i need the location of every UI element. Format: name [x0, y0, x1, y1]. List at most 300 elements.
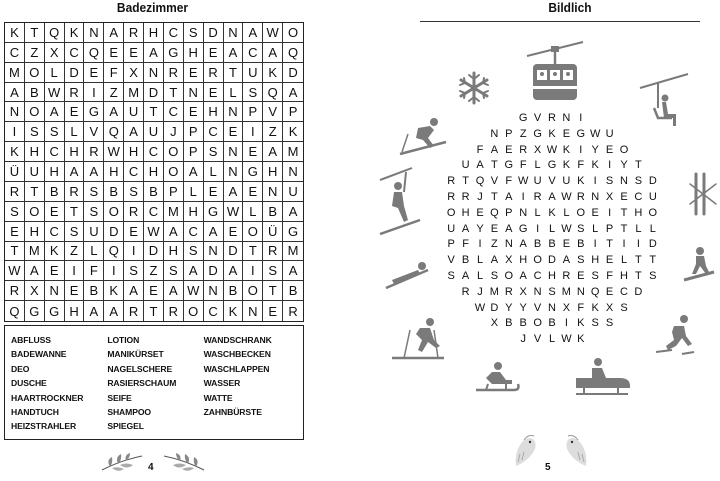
grid-cell: E: [104, 43, 124, 63]
word-list-item: HAARTROCKNER: [11, 392, 84, 403]
grid-cell: N: [263, 182, 283, 202]
grid-cell: K: [5, 142, 25, 162]
grid-cell: L: [243, 202, 263, 222]
grid-cell: A: [224, 182, 244, 202]
grid-cell: N: [204, 281, 224, 301]
grid-cell: R: [124, 202, 144, 222]
grid-cell: N: [5, 102, 25, 122]
grid-cell: N: [224, 102, 244, 122]
letter: I: [593, 175, 597, 188]
letter: R: [548, 112, 556, 124]
grid-cell: Z: [104, 83, 124, 103]
letter: D: [648, 238, 657, 251]
grid-cell: A: [65, 162, 85, 182]
letter: G: [504, 159, 514, 172]
letter: K: [562, 143, 571, 156]
letter: A: [548, 191, 556, 203]
grid-cell: O: [25, 102, 45, 122]
grid-cell: H: [25, 142, 45, 162]
letter: D: [648, 175, 657, 188]
letter: T: [649, 254, 657, 267]
grid-cell: B: [144, 182, 164, 202]
grid-cell: N: [283, 162, 303, 182]
letter: S: [605, 317, 614, 330]
letter: L: [476, 270, 484, 282]
letter: O: [648, 206, 658, 219]
grid-cell: S: [263, 261, 283, 281]
letter: A: [505, 222, 513, 235]
grid-cell: Ü: [263, 222, 283, 242]
letter: L: [620, 254, 628, 267]
letter: D: [634, 285, 643, 298]
letter: D: [548, 254, 556, 267]
word-list-item: WANDSCHRANK: [203, 335, 272, 345]
letter: R: [562, 270, 571, 282]
letter: S: [490, 270, 499, 282]
grid-cell: U: [283, 182, 303, 202]
grid-cell: V: [84, 122, 104, 142]
grid-cell: L: [65, 122, 85, 142]
bird-right-icon: [560, 432, 592, 468]
letter: Y: [519, 301, 527, 314]
letter: Y: [591, 143, 599, 156]
chairlift-icon: [638, 72, 690, 130]
letter: I: [478, 238, 482, 251]
grid-cell: E: [204, 83, 224, 103]
letter: W: [561, 222, 572, 235]
letter: N: [548, 301, 556, 314]
letter: T: [635, 159, 642, 172]
letter: S: [591, 317, 599, 330]
grid-cell: I: [243, 122, 263, 142]
grid-cell: K: [263, 63, 283, 83]
grid-cell: N: [243, 301, 263, 321]
letter: I: [536, 222, 540, 235]
grid-cell: A: [164, 222, 184, 242]
grid-cell: C: [124, 162, 144, 182]
letter: H: [548, 270, 556, 282]
letter: E: [562, 238, 571, 251]
grid-cell: A: [243, 23, 263, 43]
grid-cell: P: [184, 122, 204, 142]
grid-cell: G: [283, 222, 303, 242]
letter: M: [489, 285, 499, 298]
grid-cell: O: [243, 222, 263, 242]
grid-cell: R: [65, 83, 85, 103]
ice-skater-icon: [652, 314, 696, 358]
letter: J: [477, 285, 483, 298]
grid-cell: R: [124, 301, 144, 321]
grid-cell: H: [263, 162, 283, 182]
letter: E: [577, 270, 585, 282]
grid-cell: T: [144, 102, 164, 122]
letter: D: [490, 301, 499, 314]
grid-cell: H: [65, 142, 85, 162]
letter: L: [592, 222, 599, 235]
grid-cell: C: [204, 301, 224, 321]
letter: S: [620, 301, 628, 314]
grid-cell: L: [184, 182, 204, 202]
word-list-item: MANIKÜRSET: [107, 349, 164, 360]
letter: U: [461, 159, 470, 172]
letter: S: [577, 222, 585, 235]
grid-cell: X: [25, 281, 45, 301]
grid-cell: A: [84, 162, 104, 182]
grid-cell: H: [144, 162, 164, 182]
grid-cell: Z: [65, 242, 85, 262]
grid-cell: I: [65, 261, 85, 281]
grid-cell: A: [283, 261, 303, 281]
snowboarder-icon: [680, 246, 716, 282]
grid-cell: G: [84, 102, 104, 122]
word-list-item: NAGELSCHERE: [107, 363, 173, 374]
grid-cell: X: [45, 43, 65, 63]
letter: L: [563, 206, 570, 219]
grid-cell: I: [124, 242, 144, 262]
letter: V: [490, 175, 499, 188]
word-list-item: DEO: [11, 363, 30, 374]
grid-cell: T: [65, 202, 85, 222]
letter: G: [518, 112, 528, 124]
word-list-item: SEIFE: [107, 392, 132, 403]
letter: U: [447, 222, 456, 235]
letter: N: [490, 127, 499, 140]
letter: U: [562, 175, 571, 188]
grid-cell: K: [45, 242, 65, 262]
grid-cell: H: [164, 242, 184, 262]
letter: T: [606, 238, 613, 251]
grid-cell: E: [243, 182, 263, 202]
grid-cell: K: [104, 281, 124, 301]
grid-cell: C: [45, 142, 65, 162]
letter: U: [648, 191, 657, 203]
letter: W: [517, 175, 529, 188]
grid-cell: M: [5, 63, 25, 83]
grid-cell: Ü: [5, 162, 25, 182]
letter: A: [476, 159, 484, 172]
grid-cell: S: [184, 23, 204, 43]
grid-cell: G: [204, 202, 224, 222]
letter: K: [548, 127, 556, 140]
letter: S: [447, 270, 455, 282]
letter: V: [447, 254, 455, 267]
grid-cell: M: [164, 202, 184, 222]
letter: N: [519, 206, 528, 219]
letter: Q: [490, 206, 499, 219]
grid-cell: C: [65, 43, 85, 63]
grid-cell: A: [144, 43, 164, 63]
grid-cell: O: [184, 301, 204, 321]
grid-cell: I: [104, 261, 124, 281]
grid-cell: T: [243, 242, 263, 262]
grid-cell: R: [164, 301, 184, 321]
grid-cell: A: [184, 261, 204, 281]
letter: X: [562, 301, 571, 314]
snowflake-icon: [456, 70, 492, 106]
letter: K: [591, 159, 599, 172]
grid-cell: D: [283, 63, 303, 83]
letter: W: [561, 333, 572, 346]
grid-cell: A: [84, 301, 104, 321]
grid-cell: A: [104, 23, 124, 43]
letter: T: [635, 270, 642, 282]
letter: C: [634, 191, 643, 203]
grid-cell: E: [184, 102, 204, 122]
grid-cell: A: [104, 301, 124, 321]
grid-cell: M: [124, 83, 144, 103]
letter: I: [579, 143, 583, 156]
grid-cell: B: [45, 182, 65, 202]
grid-cell: O: [104, 202, 124, 222]
bobsleigh-icon: [572, 356, 634, 398]
grid-cell: Q: [84, 43, 104, 63]
grid-cell: O: [25, 63, 45, 83]
grid-cell: E: [45, 202, 65, 222]
letter: T: [635, 254, 642, 267]
grid-cell: W: [45, 83, 65, 103]
grid-cell: B: [224, 281, 244, 301]
grid-cell: L: [204, 162, 224, 182]
letter: E: [476, 206, 484, 219]
grid-cell: H: [184, 43, 204, 63]
grid-cell: R: [5, 281, 25, 301]
grid-cell: R: [164, 63, 184, 83]
grid-cell: E: [45, 261, 65, 281]
letter: B: [577, 238, 585, 251]
letter: X: [505, 254, 513, 267]
grid-cell: C: [243, 43, 263, 63]
grid-cell: R: [204, 63, 224, 83]
grid-cell: S: [243, 83, 263, 103]
letter: K: [562, 159, 571, 172]
letter: H: [620, 270, 628, 282]
letter: T: [462, 175, 469, 188]
letter: R: [504, 285, 513, 298]
letter-row: [360, 238, 720, 254]
grid-cell: E: [5, 222, 25, 242]
letter: N: [620, 175, 628, 188]
grid-cell: E: [65, 281, 85, 301]
letter: S: [634, 175, 643, 188]
grid-cell: C: [144, 202, 164, 222]
grid-cell: J: [164, 122, 184, 142]
grid-cell: W: [224, 202, 244, 222]
grid-cell: H: [204, 102, 224, 122]
grid-cell: R: [84, 142, 104, 162]
word-list-item: ABFLUSS: [11, 335, 51, 345]
grid-cell: V: [263, 102, 283, 122]
grid-cell: D: [224, 242, 244, 262]
grid-cell: P: [243, 102, 263, 122]
grid-cell: E: [184, 63, 204, 83]
letter: I: [608, 206, 612, 219]
word-list-item: SPIEGEL: [107, 421, 144, 432]
word-list-item: RASIERSCHAUM: [107, 378, 177, 389]
grid-cell: A: [25, 261, 45, 281]
letter: V: [548, 175, 556, 188]
grid-cell: M: [25, 242, 45, 262]
letter: B: [505, 317, 513, 330]
grid-cell: E: [224, 122, 244, 142]
grid-cell: S: [124, 261, 144, 281]
grid-cell: D: [144, 242, 164, 262]
grid-cell: C: [5, 43, 25, 63]
grid-cell: N: [144, 63, 164, 83]
cable-car-icon: [525, 40, 585, 102]
letter: L: [534, 159, 541, 172]
letter: E: [605, 285, 614, 298]
grid-cell: P: [164, 182, 184, 202]
grid-cell: O: [164, 142, 184, 162]
letter: L: [635, 222, 642, 235]
letter: S: [548, 285, 556, 298]
leaf-ornament-left-icon: [100, 452, 144, 476]
letter: I: [593, 238, 597, 251]
grid-cell: G: [25, 301, 45, 321]
page-title-left: Badezimmer: [116, 0, 189, 15]
grid-cell: N: [224, 23, 244, 43]
grid-cell: T: [263, 281, 283, 301]
grid-cell: C: [144, 142, 164, 162]
grid-cell: A: [164, 281, 184, 301]
word-list-item: WATTE: [203, 392, 233, 403]
word-list-column-2: [107, 333, 203, 432]
word-list-item: SHAMPOO: [107, 406, 152, 417]
letter: A: [519, 270, 527, 282]
word-list-item: WASCHBECKEN: [203, 349, 271, 360]
letter: V: [533, 333, 542, 346]
grid-cell: Q: [5, 301, 25, 321]
letter: O: [533, 317, 542, 330]
grid-cell: A: [124, 122, 144, 142]
grid-cell: E: [65, 102, 85, 122]
letter: E: [620, 191, 628, 203]
grid-cell: A: [263, 43, 283, 63]
letter: K: [577, 317, 585, 330]
letter: P: [505, 127, 513, 140]
grid-cell: I: [84, 83, 104, 103]
grid-cell: T: [25, 182, 45, 202]
downhill-skier-icon: [398, 116, 448, 156]
letter: J: [477, 191, 483, 203]
grid-cell: S: [84, 202, 104, 222]
grid-cell: H: [144, 23, 164, 43]
letter: U: [533, 175, 542, 188]
letter: S: [605, 175, 614, 188]
letter: L: [476, 254, 484, 267]
letter: A: [562, 254, 571, 267]
grid-cell: O: [25, 202, 45, 222]
grid-cell: E: [204, 43, 224, 63]
page-title-right: Bildlich: [548, 0, 592, 15]
letter: C: [620, 285, 628, 298]
grid-cell: B: [283, 281, 303, 301]
letter: B: [548, 317, 556, 330]
letter: B: [533, 238, 542, 251]
letter: R: [447, 175, 456, 188]
cross-country-skier-icon: [390, 316, 446, 362]
grid-cell: L: [224, 83, 244, 103]
grid-cell: K: [224, 301, 244, 321]
grid-cell: S: [184, 242, 204, 262]
word-list-item: BADEWANNE: [11, 349, 67, 360]
word-list-item: HANDTUCH: [11, 406, 59, 417]
letter: S: [591, 270, 599, 282]
ski-lift-skier-icon: [378, 166, 422, 236]
letter: E: [505, 143, 513, 156]
letter: N: [576, 285, 585, 298]
letter: B: [519, 317, 527, 330]
letter: X: [605, 191, 614, 203]
grid-cell: R: [124, 23, 144, 43]
letter: K: [591, 301, 599, 314]
letter: I: [636, 238, 640, 251]
letter: A: [461, 222, 470, 235]
letter: L: [534, 206, 541, 219]
grid-cell: Z: [25, 43, 45, 63]
grid-cell: I: [243, 261, 263, 281]
letter: O: [576, 206, 586, 219]
letter: F: [606, 270, 613, 282]
letter: R: [447, 191, 456, 203]
grid-cell: M: [283, 242, 303, 262]
letter: N: [533, 285, 542, 298]
word-list-item: WASCHLAPPEN: [203, 363, 270, 374]
grid-cell: A: [224, 261, 244, 281]
grid-cell: K: [283, 122, 303, 142]
grid-cell: A: [224, 43, 244, 63]
word-list-item: DUSCHE: [11, 378, 47, 389]
letter: O: [619, 143, 629, 156]
letter: Z: [519, 127, 527, 140]
grid-cell: S: [25, 122, 45, 142]
grid-cell: S: [164, 261, 184, 281]
letter: I: [521, 191, 525, 203]
grid-cell: A: [5, 83, 25, 103]
letter: X: [519, 285, 527, 298]
grid-cell: E: [243, 142, 263, 162]
grid-cell: K: [5, 23, 25, 43]
grid-cell: S: [45, 122, 65, 142]
grid-cell: N: [184, 83, 204, 103]
letter: Q: [475, 175, 485, 188]
word-list-item: ZAHNBÜRSTE: [203, 406, 262, 417]
grid-cell: E: [224, 222, 244, 242]
letter: G: [576, 127, 586, 140]
letter: V: [533, 301, 542, 314]
grid-cell: R: [65, 182, 85, 202]
grid-cell: G: [164, 43, 184, 63]
right-page: [360, 0, 720, 481]
letter: P: [605, 222, 614, 235]
letter: F: [577, 301, 585, 314]
grid-cell: W: [5, 261, 25, 281]
letter: F: [476, 143, 484, 156]
letter: K: [548, 206, 556, 219]
letter: J: [520, 333, 526, 346]
letter: I: [622, 238, 626, 251]
grid-cell: E: [263, 301, 283, 321]
grid-cell: A: [283, 202, 303, 222]
letter: E: [562, 127, 571, 140]
letter: R: [461, 285, 470, 298]
letter: W: [589, 127, 601, 140]
word-list-item: HEIZSTRAHLER: [11, 421, 77, 432]
letter: Y: [476, 222, 484, 235]
letter: I: [608, 159, 612, 172]
letter: E: [591, 206, 599, 219]
grid-cell: U: [243, 63, 263, 83]
